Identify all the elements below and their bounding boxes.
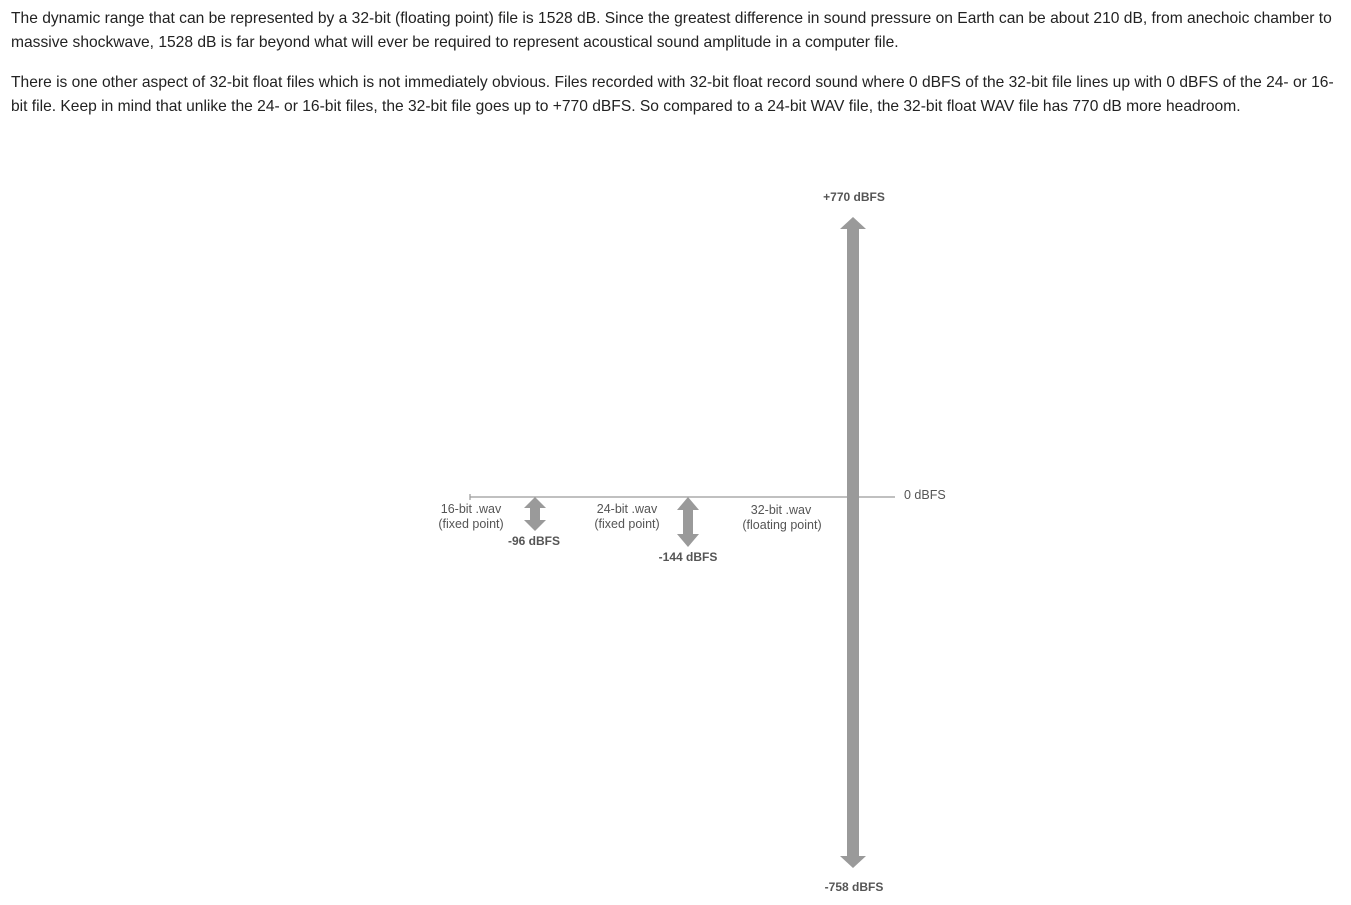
format-24bit-name: 24-bit .wav — [596, 502, 658, 516]
paragraph-dynamic-range: The dynamic range that can be represented by a 32-bit (floating point) file is 1528 dB. Since the greatest difference in sound pressure on Earth can be about 210 dB, from anechoic chamber to massive shockwave, 1528 dB is far beyond what will ever be required to represent acoustical sound amplitude in a computer file. — [11, 10, 1332, 51]
format-32bit-min-label: -758 dBFS — [824, 880, 884, 894]
paragraph-headroom: There is one other aspect of 32-bit float files which is not immediately obvious. Files recorded with 32-bit float record sound where 0 dBFS of the 32-bit file lines up with 0 dBFS of the 24- or 16-bit file. Keep in mind that unlike the 24- or 16-bit files, the 32-bit file goes up to +770 dBFS. So compared to a 24-bit WAV file, the 32-bit float WAV file has 770 dB more headroom. — [11, 74, 1334, 115]
format-32bit-max-label: +770 dBFS — [823, 190, 885, 204]
range-arrow-24bit — [677, 497, 699, 547]
format-24bit-min-label: -144 dBFS — [658, 550, 718, 564]
format-16bit-type: (fixed point) — [438, 517, 504, 531]
format-24bit-type: (fixed point) — [594, 517, 660, 531]
format-32bit-name: 32-bit .wav — [750, 503, 812, 517]
format-16bit-name: 16-bit .wav — [440, 502, 502, 516]
range-arrow-32bit-float — [840, 217, 866, 868]
range-arrow-16bit — [524, 497, 546, 531]
format-16bit-min-label: -96 dBFS — [507, 534, 561, 548]
zero-dbfs-label: 0 dBFS — [904, 488, 946, 502]
format-32bit-type: (floating point) — [742, 518, 822, 532]
